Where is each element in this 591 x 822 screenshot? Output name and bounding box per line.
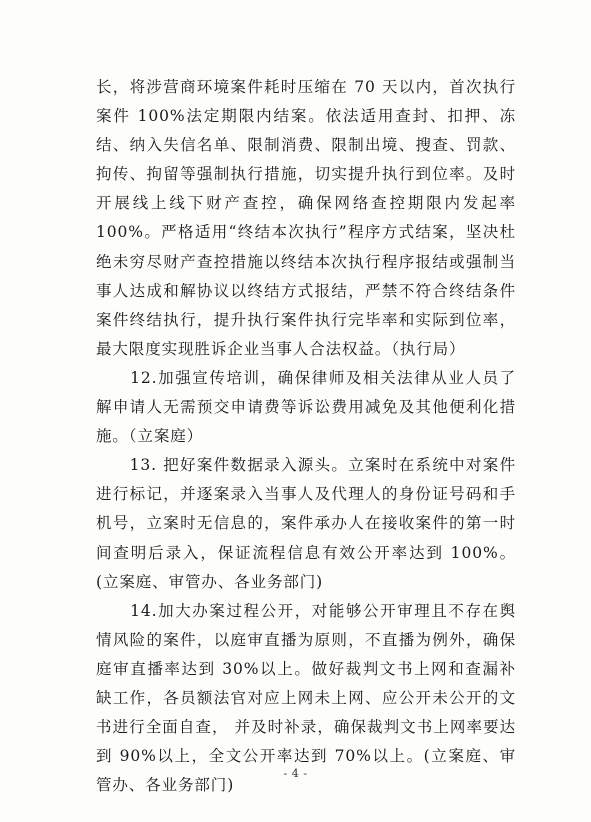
paragraph-12: 12.加强宣传培训，确保律师及相关法律从业人员了解申请人无需预交申请费等诉讼费用减免及其他便利化措施。（立案庭） bbox=[96, 368, 516, 446]
paragraph-execution: 长，将涉营商环境案件耗时压缩在 70 天以内，首次执行案件 100%法定期限内结案。依法适用查封、扣押、冻结、纳入失信名单、限制消费、限制出境、搜查、罚款、拘传、拘留等强制执行措施，切实提升执行到位率。及时开展线上线下财产查控，确保网络查控期限内发起率 100%。严格适用“终结本次执行”程序方式结案，坚决杜绝未穷尽财产查控措施以终结本次执行程序报结或强制当事人达成和解协议以终结方式报结，严禁不符合终结条件案件终结执行，提升执行案件执行完毕率和实际到位率，最大限度实现胜诉企业当事人合法权益。（执行局） bbox=[96, 78, 516, 358]
paragraph-13: 13. 把好案件数据录入源头。立案时在系统中对案件进行标记，并逐案录入当事人及代理人的身份证号码和手机号，立案时无信息的，案件承办人在接收案件的第一时间查明后录入，保证流程信息有效公开率达到 100%。(立案庭、审管办、各业务部门) bbox=[96, 456, 516, 591]
document-body bbox=[96, 73, 516, 800]
page-number: - 4 - bbox=[283, 767, 308, 780]
paragraph-14: 14.加大办案过程公开，对能够公开审理且不存在舆情风险的案件，以庭审直播为原则，不直播为例外，确保庭审直播率达到 30%以上。做好裁判文书上网和查漏补缺工作，各员额法官对应上网未上网、应公开未公开的文书进行全面自查， 并及时补录，确保裁判文书上网率要达到 90%以上，全文公开率达到 70%以上。(立案庭、审管办、各业务部门) bbox=[96, 601, 516, 795]
